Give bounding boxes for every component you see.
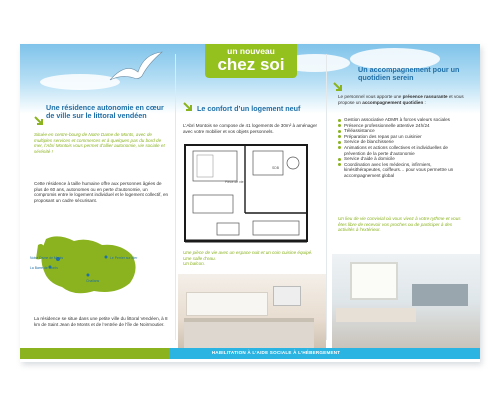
room-photo	[332, 254, 480, 348]
seagull-icon	[108, 50, 164, 90]
service-item: Animations et actions collectives et individuelles de prévention de la perte d’autonomie	[338, 145, 462, 156]
arrow-icon	[333, 82, 343, 92]
map-label: Notre Dame de Monts	[30, 256, 64, 260]
title-small: un nouveau	[227, 46, 275, 56]
map-label: Challans	[86, 279, 100, 283]
kitchen-photo	[178, 274, 326, 348]
list-item: Une pièce de vie avec un espace nuit et un coin cuisine équipé.	[183, 250, 313, 255]
map-label: La Barre de Monts	[30, 266, 58, 270]
middle-intro: L’Abri Montois se compose de 41 logements de 30m² à aménager avec votre mobilier et vos objets personnels.	[183, 123, 318, 134]
left-footer-text: La résidence se situe dans une petite ville du littoral Vendéen, à 8 km de Saint Jean de Monts et de l’entrée de l’île de Noirmoutier.	[34, 316, 168, 327]
brochure	[20, 44, 480, 362]
right-heading: Un accompagnement pour un quotidien serein	[358, 65, 460, 83]
right-intro: Le personnel vous apporte une présence rassurante et vous propose un accompagnement quotidien :	[338, 94, 464, 105]
plan-label: SDB	[272, 166, 279, 170]
list-item: Un balcon.	[183, 261, 205, 267]
plan-label: Pièce de vie	[225, 180, 244, 184]
arrow-icon	[183, 102, 193, 112]
left-body: Cette résidence à taille humaine offre aux personnes âgées de plus de 60 ans, autonomes ou en perte d’autonomie, un compromis entre le logement individuel et le logement collectif, en proposant un cadre sécurisant.	[34, 181, 169, 203]
service-item: Service d’aide à domicile	[338, 156, 462, 162]
service-item: Téléassistance	[338, 128, 462, 134]
footer-banner-text: HABILITATION À L’AIDE SOCIALE À L’HÉBERGEMENT	[211, 349, 341, 355]
floor-plan	[183, 143, 309, 243]
service-item: Coordination avec les médecins, infirmiers, kinésithérapeutes, coiffeurs… pour vous permettre un accompagnement global	[338, 162, 462, 179]
left-intro: Située en centre-bourg de Notre Dame de Monts, avec de multiples services et commerces et à quelques pas du bord de mer, l’Abri Montois vous permet d’allier autonomie, vie sociale et sérénité !	[34, 132, 165, 154]
left-heading: Une résidence autonomie en cœur de ville sur le littoral vendéen	[46, 103, 164, 121]
panel-divider	[326, 54, 327, 340]
right-closing: Un lieu de vie convivial où vous vivez à votre rythme et vous êtes libre de recevoir vos proches ou de participer à des activités à l’extérieur.	[338, 216, 461, 233]
title-big: chez soi	[217, 55, 285, 74]
list-item: Une salle d’eau.	[183, 255, 216, 261]
arrow-icon	[34, 116, 44, 126]
service-item: Présence professionnelle attentive 24h/24	[338, 123, 462, 129]
panel-divider	[175, 54, 176, 340]
title-banner	[205, 44, 297, 78]
service-item: Service de blanchisserie	[338, 139, 462, 145]
footer-accent	[20, 348, 170, 359]
services-list	[338, 117, 462, 179]
middle-heading: Le confort d’un logement neuf	[197, 104, 301, 113]
service-item: Préparation des repas par un cuisinier	[338, 134, 462, 140]
service-item: Gestion associative ADMR à forces valeurs sociales	[338, 117, 462, 123]
middle-list	[183, 250, 319, 267]
map-label: Le Perrier sur Mer	[110, 256, 138, 260]
vendee-map	[28, 231, 148, 299]
